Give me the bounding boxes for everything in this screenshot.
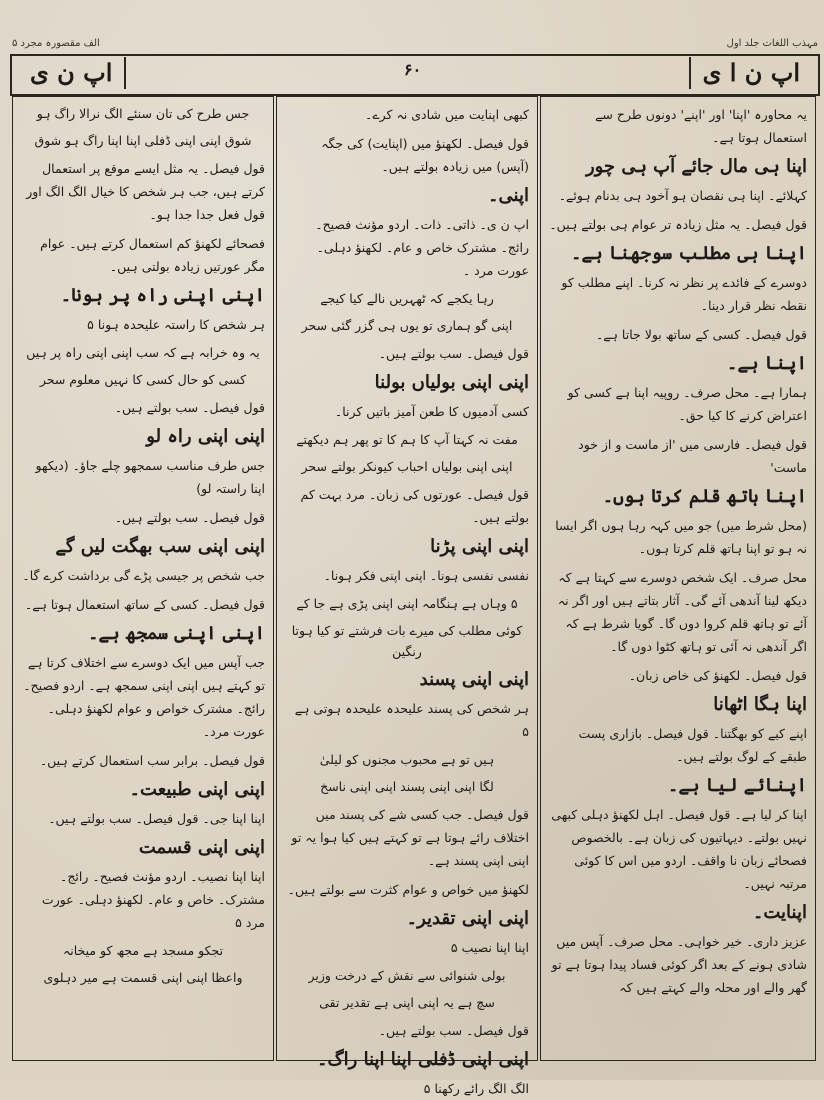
entry-text: قول فیصل۔ یہ مثل ایسے موقع پر استعمال کرتے ہیں، جب ہر شخص کا خیال الگ الگ اور قول فعل جدا جدا ہو۔ [26,161,265,222]
entry-text: دوسرے کے فائدے پر نظر نہ کرنا۔ اپنے مطلب کو نقطہ نظر قرار دینا۔ [561,275,807,313]
entry-text: جب آپس میں ایک دوسرے سے اختلاف کرتا ہے تو کہتے ہیں اپنی اپنی سمجھ ہے۔ اردو فصیح۔ رائج۔ مشترک خواص و عوام لکھنؤ دہلی۔ عورت مرد۔ [23,655,265,739]
entry-text: نفسی نفسی ہونا۔ اپنی اپنی فکر ہونا۔ [323,568,529,583]
header-title-left: اپ ن ی [18,57,126,89]
verse-line: یہ وہ خرابہ ہے کہ سب اپنی اپنی راہ پر ہیں [26,345,260,360]
verse-line: لگا اپنی اپنی پسند اپنی اپنی ناسخ [320,779,494,794]
entry-text: قول فیصل۔ یہ مثل زیادہ تر عوام ہی بولتے ہیں۔ [549,217,807,232]
entry-text: قول فیصل۔ برابر سب استعمال کرتے ہیں۔ [39,753,265,768]
entry-text: کبھی اپنایت میں شادی نہ کرے۔ [365,107,529,122]
entry-text: کسی آدمیوں کا طعن آمیز باتیں کرنا۔ [334,404,529,419]
entry-text: قول فیصل۔ سب بولتے ہیں۔ [114,400,265,415]
entry-text: قول فیصل۔ جب کسی شے کی پسند میں اختلاف رائے ہوتا ہے تو کہتے ہیں کیا ہوا یہ تو اپنی اپنی پسند ہے۔ [291,807,529,868]
entry-text: اپنا اپنا نصیب ۵ [450,940,529,955]
verse-line: مفت نہ کہتا آپ کا ہم کا تو پھر ہم دیکھتے [296,432,518,447]
entry-text: اپنا اپنا نصیب۔ اردو مؤنث فصیح۔ رائج۔ مشترک۔ خاص و عام۔ لکھنؤ دہلی۔ عورت مرد ۵ [41,869,265,930]
verse-line: کوئی مطلب کی میرے بات فرشتے تو کیا ہوتا رنگین [291,623,523,659]
verse-line: کسی کو حال کسی کا نہیں معلوم سحر [39,372,247,387]
headword: اپنی اپنی سب بھگت لیں گے [55,536,265,557]
entry-text: قول فیصل۔ سب بولتے ہیں۔ [114,510,265,525]
headword: اپنی۔ [488,185,529,206]
verse-line: اپنی اپنی بولیاں احباب کیونکر بولتے سحر [301,459,513,474]
headword: اپنی اپنی سمجھ ہے۔ [87,623,265,644]
headword: اپنی اپنی قسمت [138,837,265,858]
verse-line: بولی شنوائی سے نقش کے درخت وزیر [308,968,506,983]
headword: اپنی اپنی پسند [419,669,529,690]
entry-text: قول فیصل۔ عورتوں کی زبان۔ مرد بہت کم بولتے ہیں۔ [300,487,529,525]
headword: اپنائے لیا ہے۔ [667,775,807,796]
entry-text: الگ الگ رائے رکھنا ۵ [423,1081,529,1096]
headword: اپنا ہگا اٹھانا [713,694,807,715]
headword: اپنی اپنی پڑنا [430,536,529,557]
entry-text: یہ محاورہ 'اپنا' اور 'اپنے' دونوں طرح سے استعمال ہوتا ہے۔ [595,107,807,145]
headword: اپنایت۔ [752,902,807,923]
verse-line: سچ ہے یہ اپنی اپنی ہے تقدیر تقی [319,995,495,1010]
verse-line: ہیں تو ہے محبوب مجنوں کو لیلیٰ [319,752,495,767]
entry-text: کہلائے۔ اپنا ہی نقصان ہو آخود ہی بدنام ہوئے۔ [558,188,807,203]
headword: اپنا ہی مطلب سوجھنا ہے۔ [570,243,807,264]
header-title-right: اپ ن ا ی [689,57,812,89]
entry-text: فصحائے لکھنؤ کم استعمال کرتے ہیں۔ عوام مگر عورتیں زیادہ بولتی ہیں۔ [40,236,265,274]
column-right [540,96,816,1061]
column-middle [276,96,538,1096]
column-left [12,96,274,1061]
page-number: ۶۰ [404,60,422,79]
headword: اپنا ہی مال جائے آپ ہی چور [585,156,807,177]
entry-text: قول فیصل۔ لکھنؤ میں (اپنایت) کی جگہ (آپس) میں زیادہ بولتے ہیں۔ [321,136,529,174]
entry-text: جس طرف مناسب سمجھو چلے جاؤ۔ (دیکھو اپنا راستہ لو) [35,458,265,496]
entry-text: محل صرف۔ ایک شخص دوسرے سے کہتا ہے کہ دیکھ لینا آندھی آئے گی۔ آثار بتاتے ہیں اور اگر نہ آئے تو ہاتھ قلم کروا دوں گا۔ گویا شرط ہے کہ اگر آندھی نہ آئی تو ہاتھ کٹوا دوں گا۔ [557,570,807,654]
verse-line: جس طرح کی تان سنئے الگ نرالا راگ ہو [36,106,250,121]
headword: اپنی اپنی بولیاں بولنا [374,372,529,393]
headword: اپنا ہاتھ قلم کرتا ہوں۔ [602,486,807,507]
running-header-right: مہذب اللغات جلد اول [726,38,818,49]
entry-text: ہمارا ہے۔ محل صرف۔ روپیہ اپنا ہے کسی کو اعتراض کرنے کا کیا حق۔ [567,385,807,423]
entry-text: قول فیصل۔ سب بولتے ہیں۔ [378,346,529,361]
verse-line: واعظا اپنی اپنی قسمت ہے میر دہلوی [43,970,243,985]
entry-text: قول فیصل۔ کسی کے ساتھ بولا جاتا ہے۔ [595,327,807,342]
entry-text: اپنے کیے کو بھگتنا۔ قول فیصل۔ بازاری پست طبقے کے لوگ بولتے ہیں۔ [578,726,807,764]
entry-text: عزیز داری۔ خیر خواہی۔ محل صرف۔ آپس میں شادی ہونے کے بعد اگر کوئی فساد پیدا ہوتا ہے تو گھر والے اور محلہ والے کہتے ہیں کہ [551,934,807,995]
entry-text: قول فیصل۔ لکھنؤ کی خاص زبان۔ [628,668,807,683]
entry-text: اپنا اپنا جی۔ قول فیصل۔ سب بولتے ہیں۔ [48,811,265,826]
verse-line: اپنی گو ہماری تو یوں ہی گزر گئی سحر [301,318,513,333]
headword: اپنی اپنی راہ لو [146,426,265,447]
headword: اپنی اپنی راہ پر ہونا۔ [60,285,265,306]
entry-text: ہر شخص کی پسند علیحدہ علیحدہ ہوتی ہے ۵ [294,701,529,739]
entry-text: قول فیصل۔ کسی کے ساتھ استعمال ہوتا ہے۔ [24,597,265,612]
entry-text: قول فیصل۔ فارسی میں 'از ماست و از خود ماست' [578,437,807,475]
entry-text: جب شخص پر جیسی پڑے گی برداشت کرے گا۔ [22,568,265,583]
headword: اپنی اپنی تقدیر۔ [406,908,529,929]
verse-line: ۵ وہاں ہے ہنگامہ اپنی اپنی پڑی ہے جا کے [296,596,518,611]
verse-line: تجکو مسجد ہے مجھ کو میخانہ [62,943,224,958]
headword: اپنی اپنی طبیعت۔ [129,779,265,800]
entry-text: قول فیصل۔ سب بولتے ہیں۔ [378,1023,529,1038]
entry-text: اپنا کر لیا ہے۔ قول فیصل۔ اہل لکھنؤ دہلی کبھی نہیں بولتے۔ دیہاتیوں کی زبان ہے۔ بالخصوص فصحائے زبان نا واقف۔ اردو میں اس کا کوئی مرتبہ نہیں۔ [551,807,807,891]
entry-text: اپ ن ی۔ ذاتی۔ ذات۔ اردو مؤنث فصیح۔ رائج۔ مشترک خاص و عام۔ لکھنؤ دہلی۔ عورت مرد ۔ [315,217,529,278]
page-header-band [10,54,820,96]
entry-text: (محل شرط میں) جو میں کہہ رہا ہوں اگر ایسا نہ ہو تو اپنا ہاتھ قلم کرتا ہوں۔ [555,518,807,556]
entry-text: لکھنؤ میں خواص و عوام کثرت سے بولتے ہیں۔ [287,882,529,897]
verse-line: رہا یکجے کہ ٹھہریں نالے کیا کیجے [320,291,494,306]
headword: اپنی اپنی ڈفلی اپنا اپنا راگ۔ [316,1049,529,1070]
entry-text: ہر شخص کا راستہ علیحدہ ہونا ۵ [87,317,265,332]
headword: اپنا ہے۔ [726,353,807,374]
verse-line: شوق اپنی اپنی ڈفلی اپنا اپنا راگ ہو شوق [34,133,252,148]
running-header-left: الف مقصورہ مجرد ۵ [12,38,100,49]
